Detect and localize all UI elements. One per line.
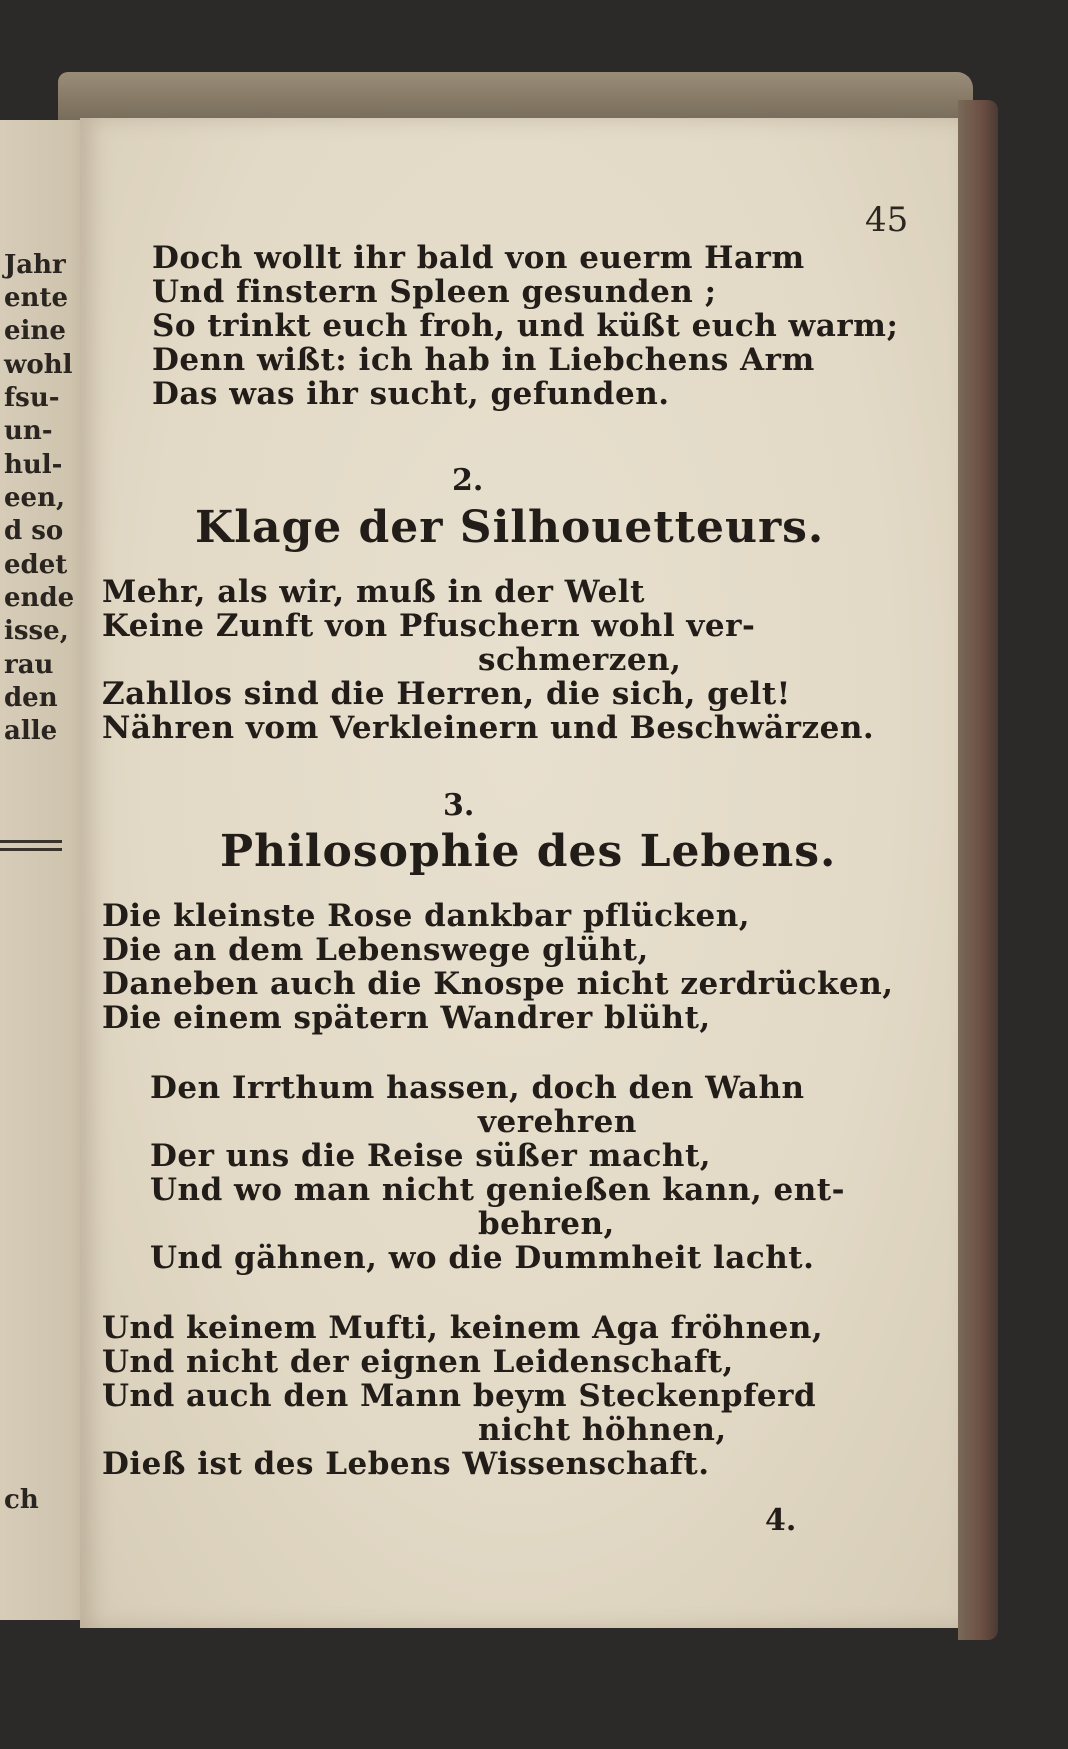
poem-line: Und nicht der eignen Leidenschaft, xyxy=(102,1344,734,1380)
poem-line: Und wo man nicht genießen kann, ent- xyxy=(150,1172,845,1208)
left-divider xyxy=(0,840,62,843)
left-fragment: ch xyxy=(4,1485,39,1515)
left-fragment: d so xyxy=(4,516,64,546)
left-fragment: un- xyxy=(4,416,53,446)
left-fragment: fsu- xyxy=(4,383,60,413)
poem-line: Doch wollt ihr bald von euerm Harm xyxy=(152,240,805,276)
left-fragment: ente xyxy=(4,283,68,313)
poem-line: Den Irrthum hassen, doch den Wahn xyxy=(150,1070,805,1106)
poem-line: Die kleinste Rose dankbar pflücken, xyxy=(102,898,751,934)
poem-line: Das was ihr sucht, gefunden. xyxy=(152,376,670,412)
poem-line: Keine Zunft von Pfuschern wohl ver- xyxy=(102,608,756,644)
poem-line: Nähren vom Verkleinern und Beschwärzen. xyxy=(102,710,875,746)
left-fragment: edet xyxy=(4,550,68,580)
section-title: Klage der Silhouetteurs. xyxy=(195,502,825,553)
left-fragment: isse, xyxy=(4,616,69,646)
book-right-edge xyxy=(958,100,998,1640)
poem-line: behren, xyxy=(478,1206,615,1242)
page-number: 45 xyxy=(865,200,909,240)
next-section-number: 4. xyxy=(765,1503,797,1538)
left-fragment: Jahr xyxy=(4,250,66,280)
poem-line: Mehr, als wir, muß in der Welt xyxy=(102,574,645,610)
left-fragment: hul- xyxy=(4,450,63,480)
section-title: Philosophie des Lebens. xyxy=(220,826,837,877)
left-fragment: wohl xyxy=(4,350,73,380)
poem-line: Und gähnen, wo die Dummheit lacht. xyxy=(150,1240,815,1276)
left-divider xyxy=(0,848,62,851)
left-fragment: rau xyxy=(4,650,54,680)
poem-line: Der uns die Reise süßer macht, xyxy=(150,1138,712,1174)
poem-line: Dieß ist des Lebens Wissenschaft. xyxy=(102,1446,710,1482)
section-number: 3. xyxy=(443,788,475,823)
left-fragment: eine xyxy=(4,316,66,346)
poem-line: Die an dem Lebenswege glüht, xyxy=(102,932,649,968)
section-number: 2. xyxy=(452,463,484,498)
poem-line: Und auch den Mann beym Steckenpferd xyxy=(102,1378,817,1414)
poem-line: Denn wißt: ich hab in Liebchens Arm xyxy=(152,342,815,378)
poem-line: Und finstern Spleen gesunden ; xyxy=(152,274,717,310)
poem-line: Zahllos sind die Herren, die sich, gelt! xyxy=(102,676,791,712)
left-fragment: ende xyxy=(4,583,75,613)
poem-line: verehren xyxy=(478,1104,637,1140)
left-fragment: alle xyxy=(4,716,58,746)
poem-line: Und keinem Mufti, keinem Aga fröhnen, xyxy=(102,1310,824,1346)
poem-line: Daneben auch die Knospe nicht zerdrücken, xyxy=(102,966,894,1002)
book-page xyxy=(80,118,958,1628)
left-fragment: den xyxy=(4,683,58,713)
poem-line: Die einem spätern Wandrer blüht, xyxy=(102,1000,711,1036)
left-fragment: een, xyxy=(4,483,66,513)
poem-line: nicht höhnen, xyxy=(478,1412,727,1448)
poem-line: So trinkt euch froh, und küßt euch warm; xyxy=(152,308,899,344)
poem-line: schmerzen, xyxy=(478,642,682,678)
